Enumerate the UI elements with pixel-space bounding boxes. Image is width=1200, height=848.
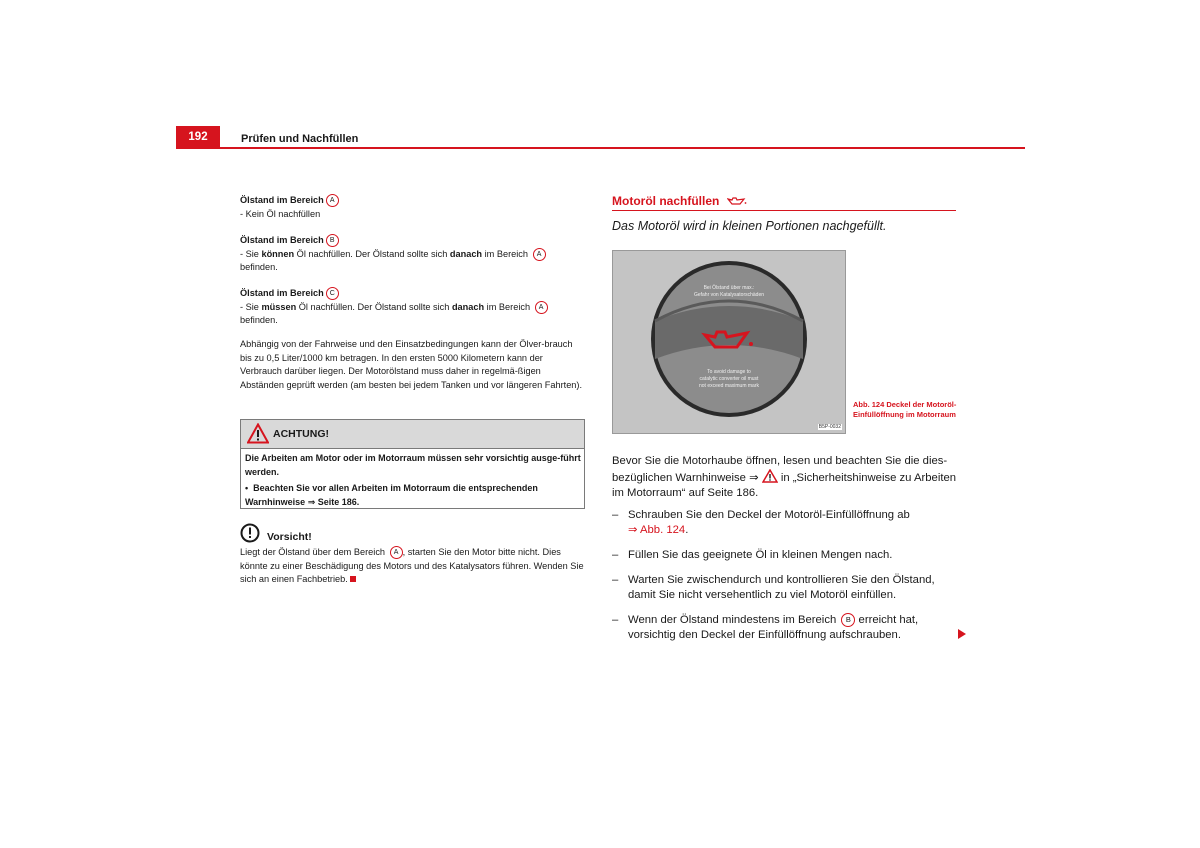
section-rule — [612, 210, 956, 211]
consumption-paragraph: Abhängig von der Fahrweise und den Einsatzbedingungen kann der Ölver-brauch bis zu 0,5 Liter/1000 km betragen. In den ersten 5000 Kilometern kann der Verbrauch darüber liegen. Der Motorölstand muss daher in regelmä-ßigen Abständen geprüft werden (am besten bei jedem Tanken und vor längeren Fahrten). — [240, 339, 583, 390]
figure-code: B5P-0032 — [818, 424, 841, 430]
figure-reference[interactable]: ⇒ Abb. 124 — [628, 524, 686, 536]
oil-level-heading: Ölstand im Bereich — [240, 195, 324, 205]
chapter-title: Prüfen und Nachfüllen — [241, 133, 359, 145]
oil-level-c — [240, 287, 585, 328]
list-item: – Schrauben Sie den Deckel der Motoröl-Einfüllöffnung ab ⇒ Abb. 124. — [612, 509, 910, 536]
warning-title: ACHTUNG! — [273, 428, 329, 440]
oil-level-heading: Ölstand im Bereich — [240, 288, 324, 298]
badge-b: B — [326, 234, 339, 247]
oil-filler-cap-image — [613, 251, 845, 433]
badge-a: A — [533, 248, 546, 261]
warning-header — [241, 420, 584, 449]
oil-can-icon — [727, 196, 747, 206]
exclamation-circle-icon — [240, 523, 260, 543]
oil-level-heading: Ölstand im Bereich — [240, 235, 324, 245]
section-intro: Das Motoröl wird in kleinen Portionen nachgefüllt. — [612, 219, 887, 233]
warning-triangle-icon — [247, 423, 269, 444]
caution-text: Liegt der Ölstand über dem Bereich A , starten Sie den Motor bitte nicht. Dies könnte zu einer Beschädigung des Motors und des Katalysators führen. Wenden Sie sich an einen Fachbetrieb. — [240, 547, 584, 584]
badge-a: A — [390, 546, 403, 559]
list-item: – Wenn der Ölstand mindestens im Bereich B erreicht hat, vorsichtig den Deckel der Einfüllöffnung aufschrauben. — [612, 614, 919, 641]
oil-level-text: - Sie müssen Öl nachfüllen. Der Ölstand sollte sich danach im Bereich A befinden. — [240, 301, 585, 328]
header-rule — [176, 147, 1025, 149]
end-mark — [350, 576, 356, 582]
next-page-arrow-icon[interactable] — [958, 629, 966, 639]
oil-level-b — [240, 234, 585, 275]
badge-c: C — [326, 287, 339, 300]
oil-level-text: - Kein Öl nachfüllen — [240, 208, 321, 219]
cap-text-en: To avoid damage to — [707, 369, 751, 375]
list-item: – Warten Sie zwischendurch und kontrollieren Sie den Ölstand, damit Sie nicht versehentlich zu viel Motoröl einfüllen. — [612, 574, 935, 601]
warning-box — [240, 419, 585, 509]
badge-a: A — [326, 194, 339, 207]
warning-line: Die Arbeiten am Motor oder im Motorraum müssen sehr vorsichtig ausge-führt werden. — [245, 453, 581, 477]
list-item: – Füllen Sie das geeignete Öl in kleinen Mengen nach. — [612, 549, 893, 561]
section-title: Motoröl nachfüllen — [612, 194, 720, 208]
badge-a: A — [535, 301, 548, 314]
oil-level-a — [240, 194, 585, 221]
figure-caption: Abb. 124 Deckel der Motoröl-Einfüllöffnung im Motorraum — [853, 400, 957, 419]
warning-bullet-line: • Beachten Sie vor allen Arbeiten im Motorraum die entsprechenden Warnhinweise ⇒ Seite 186. — [245, 483, 538, 507]
page-reference[interactable]: Seite 186. — [317, 496, 360, 507]
intro-paragraph: Bevor Sie die Motorhaube öffnen, lesen und beachten Sie die dies-bezüglichen Warnhinweise ⇒ in „Sicherheitshinweise zu Arbeiten im Motorraum“ auf Seite 186. — [612, 455, 957, 499]
oil-level-text: - Sie können Öl nachfüllen. Der Ölstand sollte sich danach im Bereich A befinden. — [240, 248, 585, 275]
warning-triangle-icon — [762, 469, 778, 483]
badge-b: B — [841, 613, 855, 627]
caution-title: Vorsicht! — [267, 531, 312, 543]
warning-body — [245, 452, 581, 512]
cap-text-de: Bei Ölstand über max.: — [703, 285, 755, 291]
page-number: 192 — [176, 126, 220, 148]
figure-oil-filler-cap: Bei Ölstand über max.: Gefahr von Katalysatorschäden To avoid damage to catalytic converter oil must not exceed maximum mark B5P-0032 — [612, 250, 846, 434]
